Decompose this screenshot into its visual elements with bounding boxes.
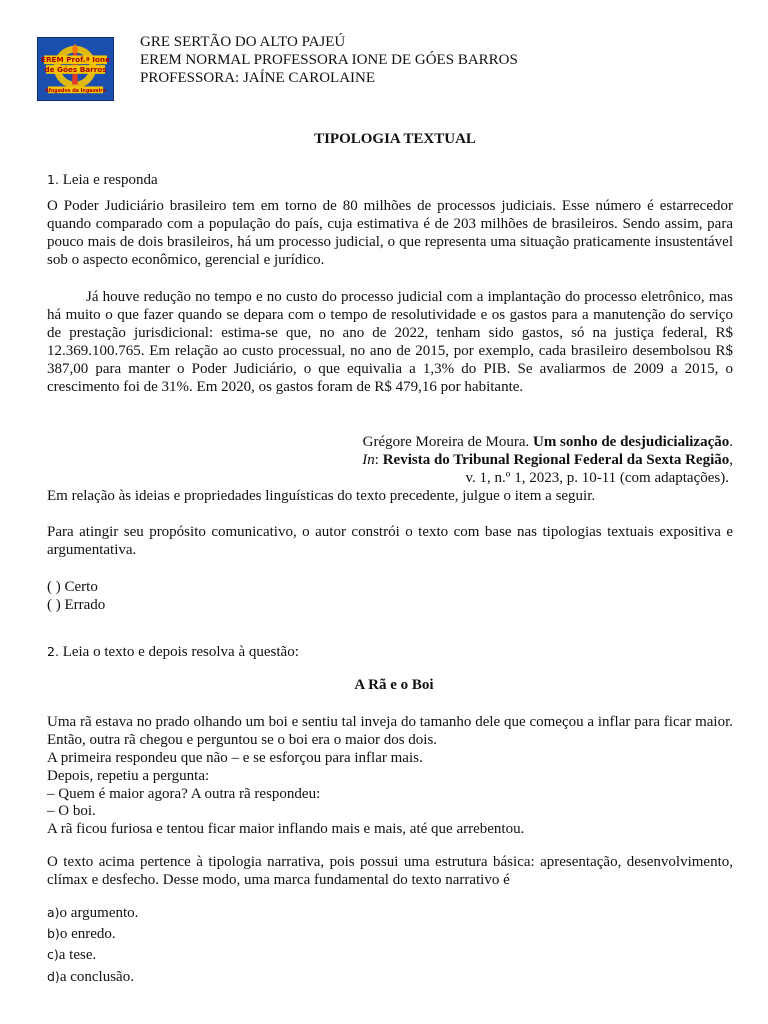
citation-work-end: . <box>729 434 733 450</box>
header-line-school: EREM NORMAL PROFESSORA IONE DE GÓES BARROS <box>140 52 518 68</box>
header-line-gre: GRE SERTÃO DO ALTO PAJEÚ <box>140 34 346 50</box>
question-prompt-text: Leia o texto e depois resolva à questão: <box>62 644 299 660</box>
story-line-6: A rã ficou furiosa e tentou ficar maior inflando mais e mais, até que arrebentou. <box>47 821 525 837</box>
question-number: 2. <box>47 644 59 659</box>
citation-line-1 <box>47 433 733 451</box>
school-header <box>140 33 518 87</box>
citation-in: In <box>362 452 375 468</box>
question-1-prompt <box>47 171 733 189</box>
story-line-2: A primeira respondeu que não – e se esforçou para inflar mais. <box>47 750 423 766</box>
question-1-paragraph-2: Já houve redução no tempo e no custo do processo judicial com a implantação do processo eletrônico, mas há muito o que fazer quando se depara com o tempo de resolutividade e os gastos para a manutenção do serviço de prestação jurisdicional: estima-se que, no ano de 2022, tenham sido gastos, só na justiça federal, R$ 12.369.100.765. Em relação ao custo processual, no ano de 2015, por exemplo, cada brasileiro desembolsou R$ 387,00 para manter o Poder Judiciário, o que equivalia a 1,3% do PIB. Se avaliarmos de 2009 a 2015, o crescimento foi de 31%. Em 2020, os gastos foram de R$ 479,16 por habitante. <box>47 289 733 395</box>
story-line-4: – Quem é maior agora? A outra rã respondeu: <box>47 786 321 802</box>
option-letter: d) <box>47 969 60 984</box>
question-number: 1. <box>47 172 59 187</box>
story-title: A Rã e o Boi <box>354 677 434 693</box>
option-letter: b) <box>47 926 60 941</box>
question-1-paragraph-1: O Poder Judiciário brasileiro tem em torno de 80 milhões de processos judiciais. Esse número é estarrecedor quando comparado com a população do país, cuja estimativa é de 203 milhões de brasileiros. Sendo assim, para pouco mais de dois brasileiros, há um processo judicial, o que representa uma situação praticamente insustentável sob o aspecto econômico, gerencial e jurídico. <box>47 198 733 268</box>
question-2-text: O texto acima pertence à tipologia narrativa, pois possui uma estrutura básica: apresentação, desenvolvimento, clímax e desfecho. Desse modo, uma marca fundamental do texto narrativo é <box>47 854 733 888</box>
option-certo[interactable]: ( ) Certo <box>47 579 98 595</box>
citation-journal: Revista do Tribunal Regional Federal da Sexta Região <box>382 452 730 468</box>
option-errado[interactable]: ( ) Errado <box>47 597 106 613</box>
story-paragraph-1: Uma rã estava no prado olhando um boi e sentiu tal inveja do tamanho dele que começou a inflar para ficar maior. Então, outra rã chegou e perguntou se o boi era o maior dos dois. <box>47 714 733 748</box>
option-b[interactable] <box>47 925 733 943</box>
svg-text:de Góes Barros: de Góes Barros <box>44 64 107 74</box>
citation-author: Grégore Moreira de Moura. <box>362 434 533 450</box>
school-logo-emblem <box>38 38 113 100</box>
citation-details: v. 1, n.º 1, 2023, p. 10-11 (com adaptações). <box>465 470 729 486</box>
citation-line-2 <box>47 451 733 469</box>
page-title: TIPOLOGIA TEXTUAL <box>314 131 476 147</box>
option-text: o enredo. <box>59 926 116 942</box>
story-line-3: Depois, repetiu a pergunta: <box>47 768 210 784</box>
option-letter: a) <box>47 905 60 920</box>
option-text: a tese. <box>58 947 97 963</box>
option-letter: c) <box>47 947 59 962</box>
question-1-instruction: Em relação às ideias e propriedades linguísticas do texto precedente, julgue o item a seguir. <box>47 488 596 504</box>
option-text: a conclusão. <box>59 969 134 985</box>
citation-work: Um sonho de desjudicialização <box>532 434 730 450</box>
citation-colon: : <box>374 452 383 468</box>
citation-journal-end: , <box>729 452 733 468</box>
svg-text:EREM Prof.ª Ione: EREM Prof.ª Ione <box>41 55 110 65</box>
option-a[interactable] <box>47 904 733 922</box>
question-2-prompt <box>47 643 733 661</box>
svg-text:Afogados da Ingazeira: Afogados da Ingazeira <box>45 88 106 94</box>
option-c[interactable] <box>47 946 733 964</box>
citation <box>47 433 733 487</box>
header-line-teacher: PROFESSORA: JAÍNE CAROLAINE <box>140 70 376 86</box>
story-line-5: – O boi. <box>47 803 96 819</box>
option-d[interactable] <box>47 968 733 986</box>
question-prompt-text: Leia e responda <box>62 172 158 188</box>
question-1-statement: Para atingir seu propósito comunicativo, o autor constrói o texto com base nas tipologias textuais expositiva e argumentativa. <box>47 524 733 558</box>
option-text: o argumento. <box>59 905 139 921</box>
school-logo <box>37 37 114 101</box>
